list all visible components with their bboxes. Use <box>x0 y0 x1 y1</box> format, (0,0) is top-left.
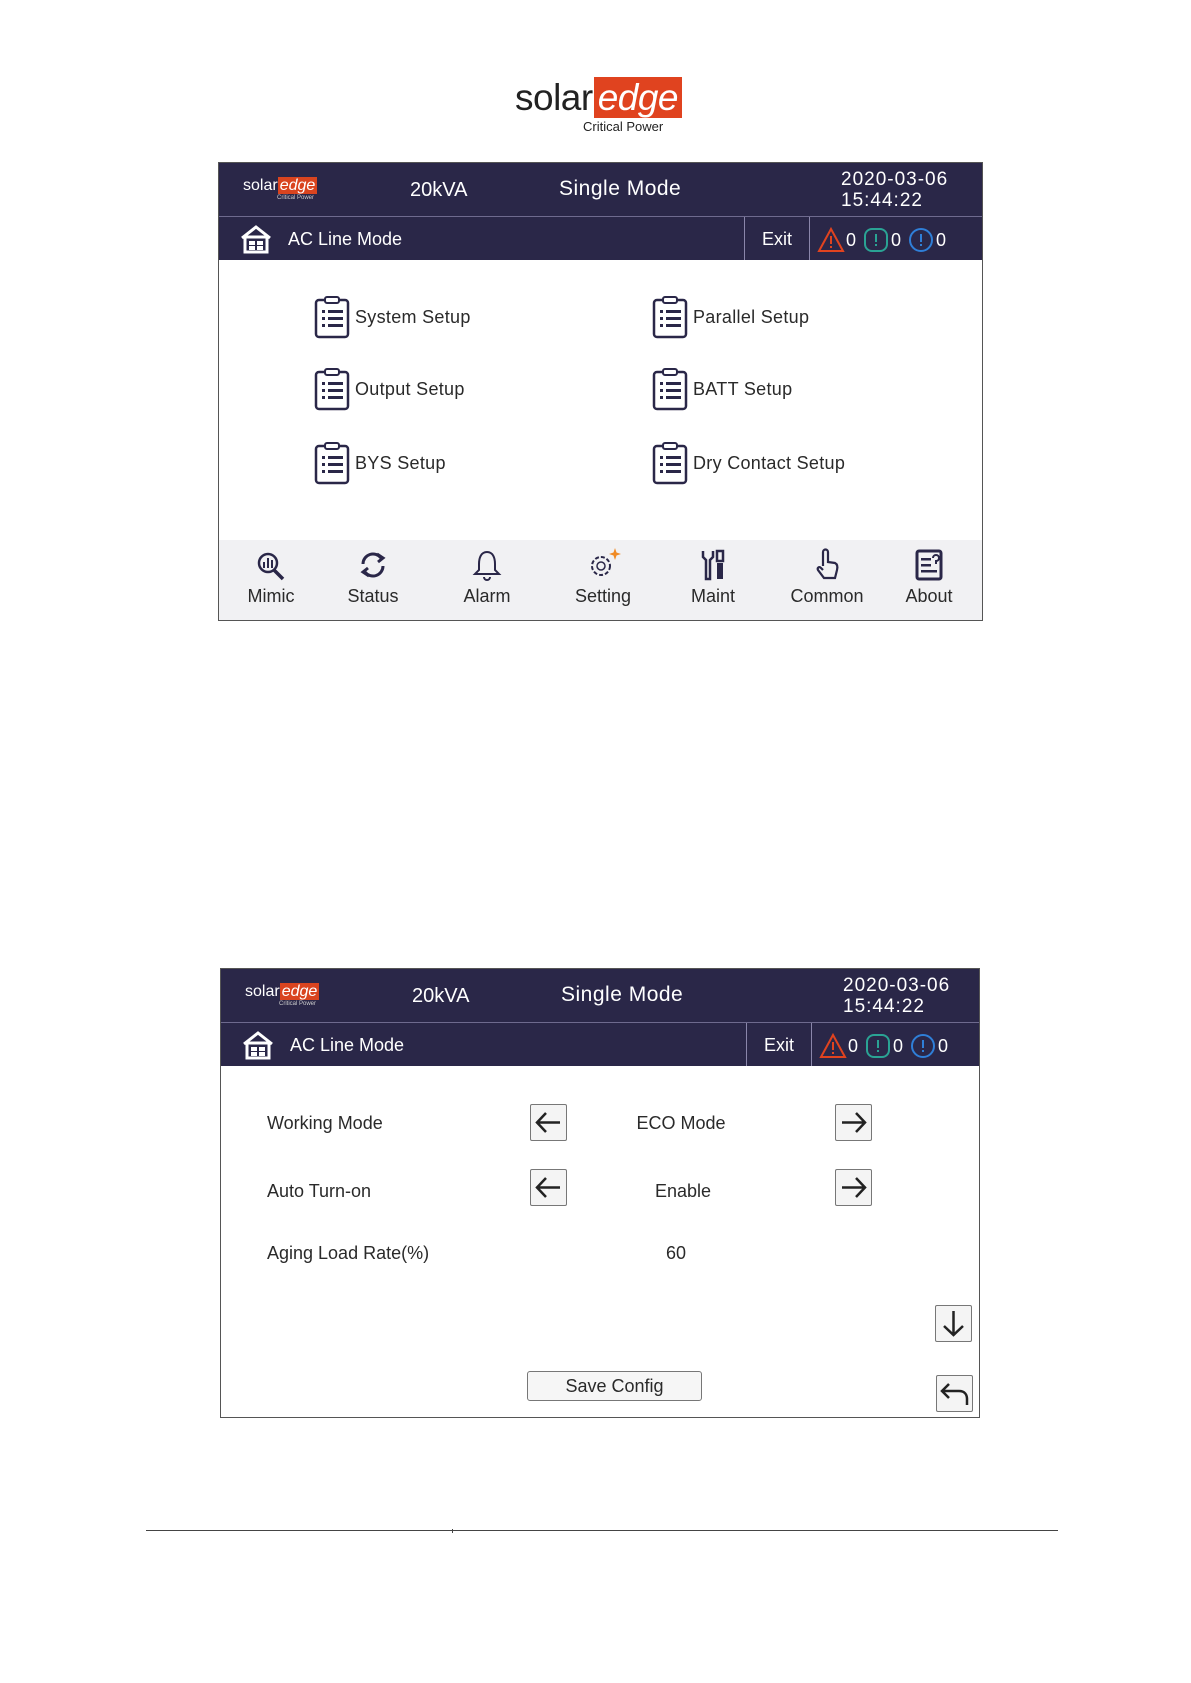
arrow-left-icon <box>531 1105 566 1140</box>
capacity-label: 20kVA <box>412 985 470 1007</box>
tools-icon <box>697 548 729 582</box>
common-settings-screen <box>220 968 980 1418</box>
save-config-button[interactable]: Save Config <box>527 1371 702 1401</box>
arrow-left-icon <box>531 1170 566 1205</box>
alarm-counters[interactable] <box>819 1031 954 1061</box>
settings-menu-screen <box>218 162 983 621</box>
top-bar <box>221 969 979 1022</box>
nav-label: About <box>905 586 953 606</box>
capacity-label: 20kVA <box>410 179 468 201</box>
run-mode-label: AC Line Mode <box>288 229 403 249</box>
status-bar <box>221 1022 979 1066</box>
footer-rule-mark <box>452 1529 453 1533</box>
menu-item-label: Dry Contact Setup <box>693 452 846 473</box>
fault-triangle-icon <box>819 1032 847 1060</box>
nav-maint[interactable] <box>673 548 753 607</box>
arrow-right-icon <box>836 1105 871 1140</box>
info-circle-icon <box>909 1032 937 1060</box>
menu-output-setup[interactable] <box>313 367 465 411</box>
brand-logo-edge: edge <box>594 77 682 118</box>
working-mode-value: ECO Mode <box>636 1113 726 1133</box>
divider <box>744 217 745 260</box>
datetime <box>843 975 950 1017</box>
bell-icon <box>471 548 503 582</box>
about-icon <box>913 548 945 582</box>
nav-label: Status <box>347 586 399 606</box>
home-icon[interactable] <box>241 1030 275 1060</box>
arrow-down-icon <box>936 1306 971 1341</box>
time-text: 15:44:22 <box>841 190 923 211</box>
menu-bys-setup[interactable] <box>313 441 446 485</box>
clipboard-list-icon <box>651 295 689 339</box>
undo-arrow-icon <box>937 1376 972 1411</box>
screen-logo: solar edge Critical Power <box>243 177 316 201</box>
working-mode-prev-button[interactable] <box>530 1104 567 1141</box>
status-bar <box>219 216 982 260</box>
nav-label: Maint <box>690 586 735 606</box>
alarm-counters[interactable] <box>817 225 952 255</box>
fault-count: 0 <box>848 1035 859 1056</box>
brand-subtitle: Critical Power <box>583 119 664 134</box>
hand-pointer-icon <box>811 548 843 582</box>
clipboard-list-icon <box>651 441 689 485</box>
auto-turn-on-value: Enable <box>654 1181 712 1201</box>
clipboard-list-icon <box>313 367 351 411</box>
mimic-icon <box>255 548 287 582</box>
nav-label: Mimic <box>247 586 295 606</box>
footer-rule <box>146 1530 1058 1531</box>
brand-logo <box>515 78 685 136</box>
brand-logo-solar: solar <box>515 77 593 118</box>
warning-count: 0 <box>891 229 902 250</box>
date-text: 2020-03-06 <box>843 975 951 996</box>
aging-load-rate-value[interactable]: 60 <box>665 1243 687 1263</box>
divider <box>746 1023 747 1066</box>
aging-load-rate-label: Aging Load Rate(%) <box>267 1243 430 1263</box>
menu-system-setup[interactable] <box>313 295 471 339</box>
nav-mimic[interactable] <box>231 548 311 607</box>
time-text: 15:44:22 <box>843 996 925 1017</box>
menu-item-label: Parallel Setup <box>693 306 810 327</box>
info-circle-icon <box>907 226 935 254</box>
nav-label: Alarm <box>463 586 511 606</box>
auto-turn-on-prev-button[interactable] <box>530 1169 567 1206</box>
scroll-down-button[interactable] <box>935 1305 972 1342</box>
info-counter[interactable] <box>907 226 946 254</box>
info-count: 0 <box>936 229 947 250</box>
gear-icon <box>587 548 619 582</box>
system-mode-label: Single Mode <box>561 983 684 1006</box>
auto-turn-on-next-button[interactable] <box>835 1169 872 1206</box>
menu-item-label: BYS Setup <box>355 452 446 473</box>
fault-counter[interactable] <box>817 226 856 254</box>
info-counter[interactable] <box>909 1032 948 1060</box>
warning-badge-icon <box>862 226 890 254</box>
working-mode-label: Working Mode <box>267 1113 383 1133</box>
run-mode-label: AC Line Mode <box>290 1035 405 1055</box>
divider <box>809 217 810 260</box>
menu-item-label: BATT Setup <box>693 378 793 399</box>
clipboard-list-icon <box>313 295 351 339</box>
warning-count: 0 <box>893 1035 904 1056</box>
nav-alarm[interactable] <box>447 548 527 607</box>
menu-item-label: Output Setup <box>355 378 465 399</box>
system-mode-label: Single Mode <box>559 177 682 200</box>
home-icon[interactable] <box>239 224 273 254</box>
fault-counter[interactable] <box>819 1032 858 1060</box>
warning-badge-icon <box>864 1032 892 1060</box>
nav-label: Common <box>790 586 864 606</box>
back-button[interactable] <box>936 1375 973 1412</box>
info-count: 0 <box>938 1035 949 1056</box>
fault-count: 0 <box>846 229 857 250</box>
screen-logo: solar edge Critical Power <box>245 983 318 1007</box>
exit-button[interactable]: Exit <box>764 1035 795 1055</box>
clipboard-list-icon <box>651 367 689 411</box>
menu-dry-contact-setup[interactable] <box>651 441 845 485</box>
datetime <box>841 169 948 211</box>
nav-setting[interactable] <box>563 548 643 607</box>
menu-parallel-setup[interactable] <box>651 295 809 339</box>
fault-triangle-icon <box>817 226 845 254</box>
nav-common[interactable] <box>787 548 867 607</box>
nav-status[interactable] <box>333 548 413 607</box>
nav-label: Setting <box>574 586 632 606</box>
menu-batt-setup[interactable] <box>651 367 792 411</box>
clipboard-list-icon <box>313 441 351 485</box>
nav-about[interactable] <box>889 548 969 607</box>
menu-item-label: System Setup <box>355 306 471 327</box>
warning-counter[interactable] <box>862 226 901 254</box>
exit-button[interactable]: Exit <box>762 229 793 249</box>
date-text: 2020-03-06 <box>841 169 949 190</box>
divider <box>811 1023 812 1066</box>
top-bar <box>219 163 982 216</box>
bottom-nav <box>219 540 982 620</box>
auto-turn-on-label: Auto Turn-on <box>267 1181 372 1201</box>
arrow-right-icon <box>836 1170 871 1205</box>
warning-counter[interactable] <box>864 1032 903 1060</box>
status-icon <box>357 548 389 582</box>
working-mode-next-button[interactable] <box>835 1104 872 1141</box>
